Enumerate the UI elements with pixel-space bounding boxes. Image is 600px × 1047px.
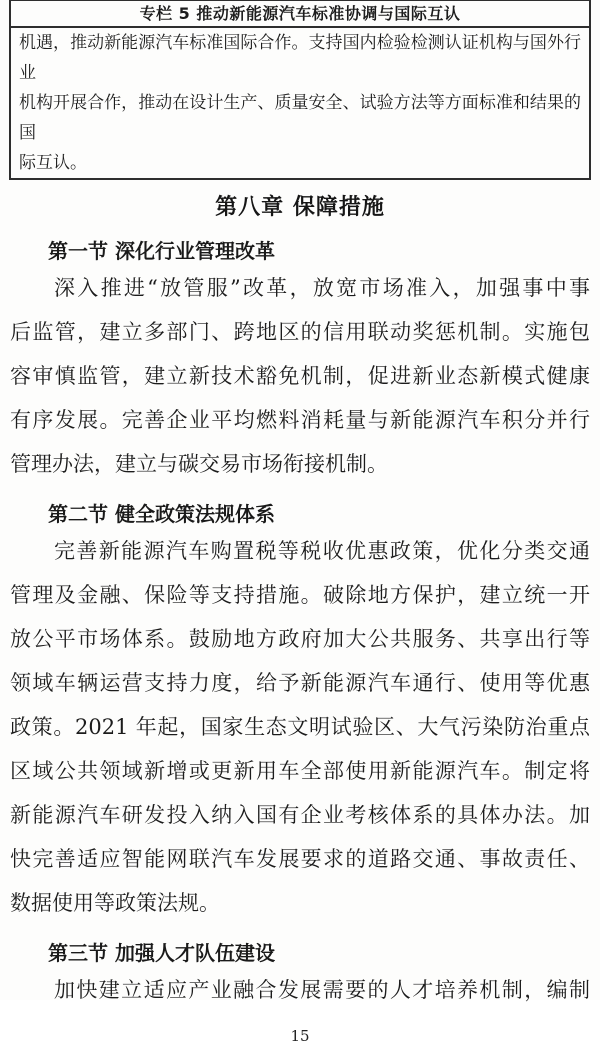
text-line: 完善新能源汽车购置税等税收优惠政策，优化分类交通	[54, 539, 590, 563]
page-number: 15	[290, 1027, 310, 1045]
text-line: 区域公共领域新增或更新用车全部使用新能源汽车。制定将	[10, 759, 590, 783]
callout-box-title: 专栏 5 推动新能源汽车标准协调与国际互认	[11, 1, 589, 28]
text-line: 管理办法，建立与碳交易市场衔接机制。	[10, 452, 388, 476]
text-line: 容审慎监管，建立新技术豁免机制，促进新业态新模式健康	[10, 364, 590, 388]
paragraph-2	[0, 529, 600, 925]
callout-box	[9, 0, 591, 180]
chapter-title: 第八章 保障措施	[215, 195, 385, 220]
text-line: 机遇，推动新能源汽车标准国际合作。支持国内检验检测认证机构与国外行业	[19, 33, 581, 83]
text-line: 新能源汽车研发投入纳入国有企业考核体系的具体办法。加	[10, 803, 590, 827]
text-line: 有序发展。完善企业平均燃料消耗量与新能源汽车积分并行	[10, 408, 590, 432]
text-line: 放公平市场体系。鼓励地方政府加大公共服务、共享出行等	[10, 627, 590, 651]
text-line: 数据使用等政策法规。	[10, 891, 220, 915]
paragraph-3	[0, 968, 600, 1012]
section-heading-1: 第一节 深化行业管理改革	[48, 239, 275, 263]
paragraph-1	[0, 266, 600, 486]
text-line: 领域车辆运营支持力度，给予新能源汽车通行、使用等优惠	[10, 671, 590, 695]
text-line: 后监管，建立多部门、跨地区的信用联动奖惩机制。实施包	[10, 320, 590, 344]
text-line: 政策。2021 年起，国家生态文明试验区、大气污染防治重点	[10, 715, 590, 739]
section-heading-3: 第三节 加强人才队伍建设	[48, 941, 275, 965]
text-line: 管理及金融、保险等支持措施。破除地方保护，建立统一开	[10, 583, 590, 607]
callout-box-body	[11, 28, 589, 178]
text-line: 际互认。	[19, 153, 87, 173]
text-line: 加快建立适应产业融合发展需要的人才培养机制，编制	[54, 978, 590, 1002]
text-line: 快完善适应智能网联汽车发展要求的道路交通、事故责任、	[10, 847, 590, 871]
text-line: 深入推进“放管服”改革，放宽市场准入，加强事中事	[54, 276, 590, 300]
text-line: 机构开展合作，推动在设计生产、质量安全、试验方法等方面标准和结果的国	[19, 93, 581, 143]
section-heading-2: 第二节 健全政策法规体系	[48, 502, 275, 526]
